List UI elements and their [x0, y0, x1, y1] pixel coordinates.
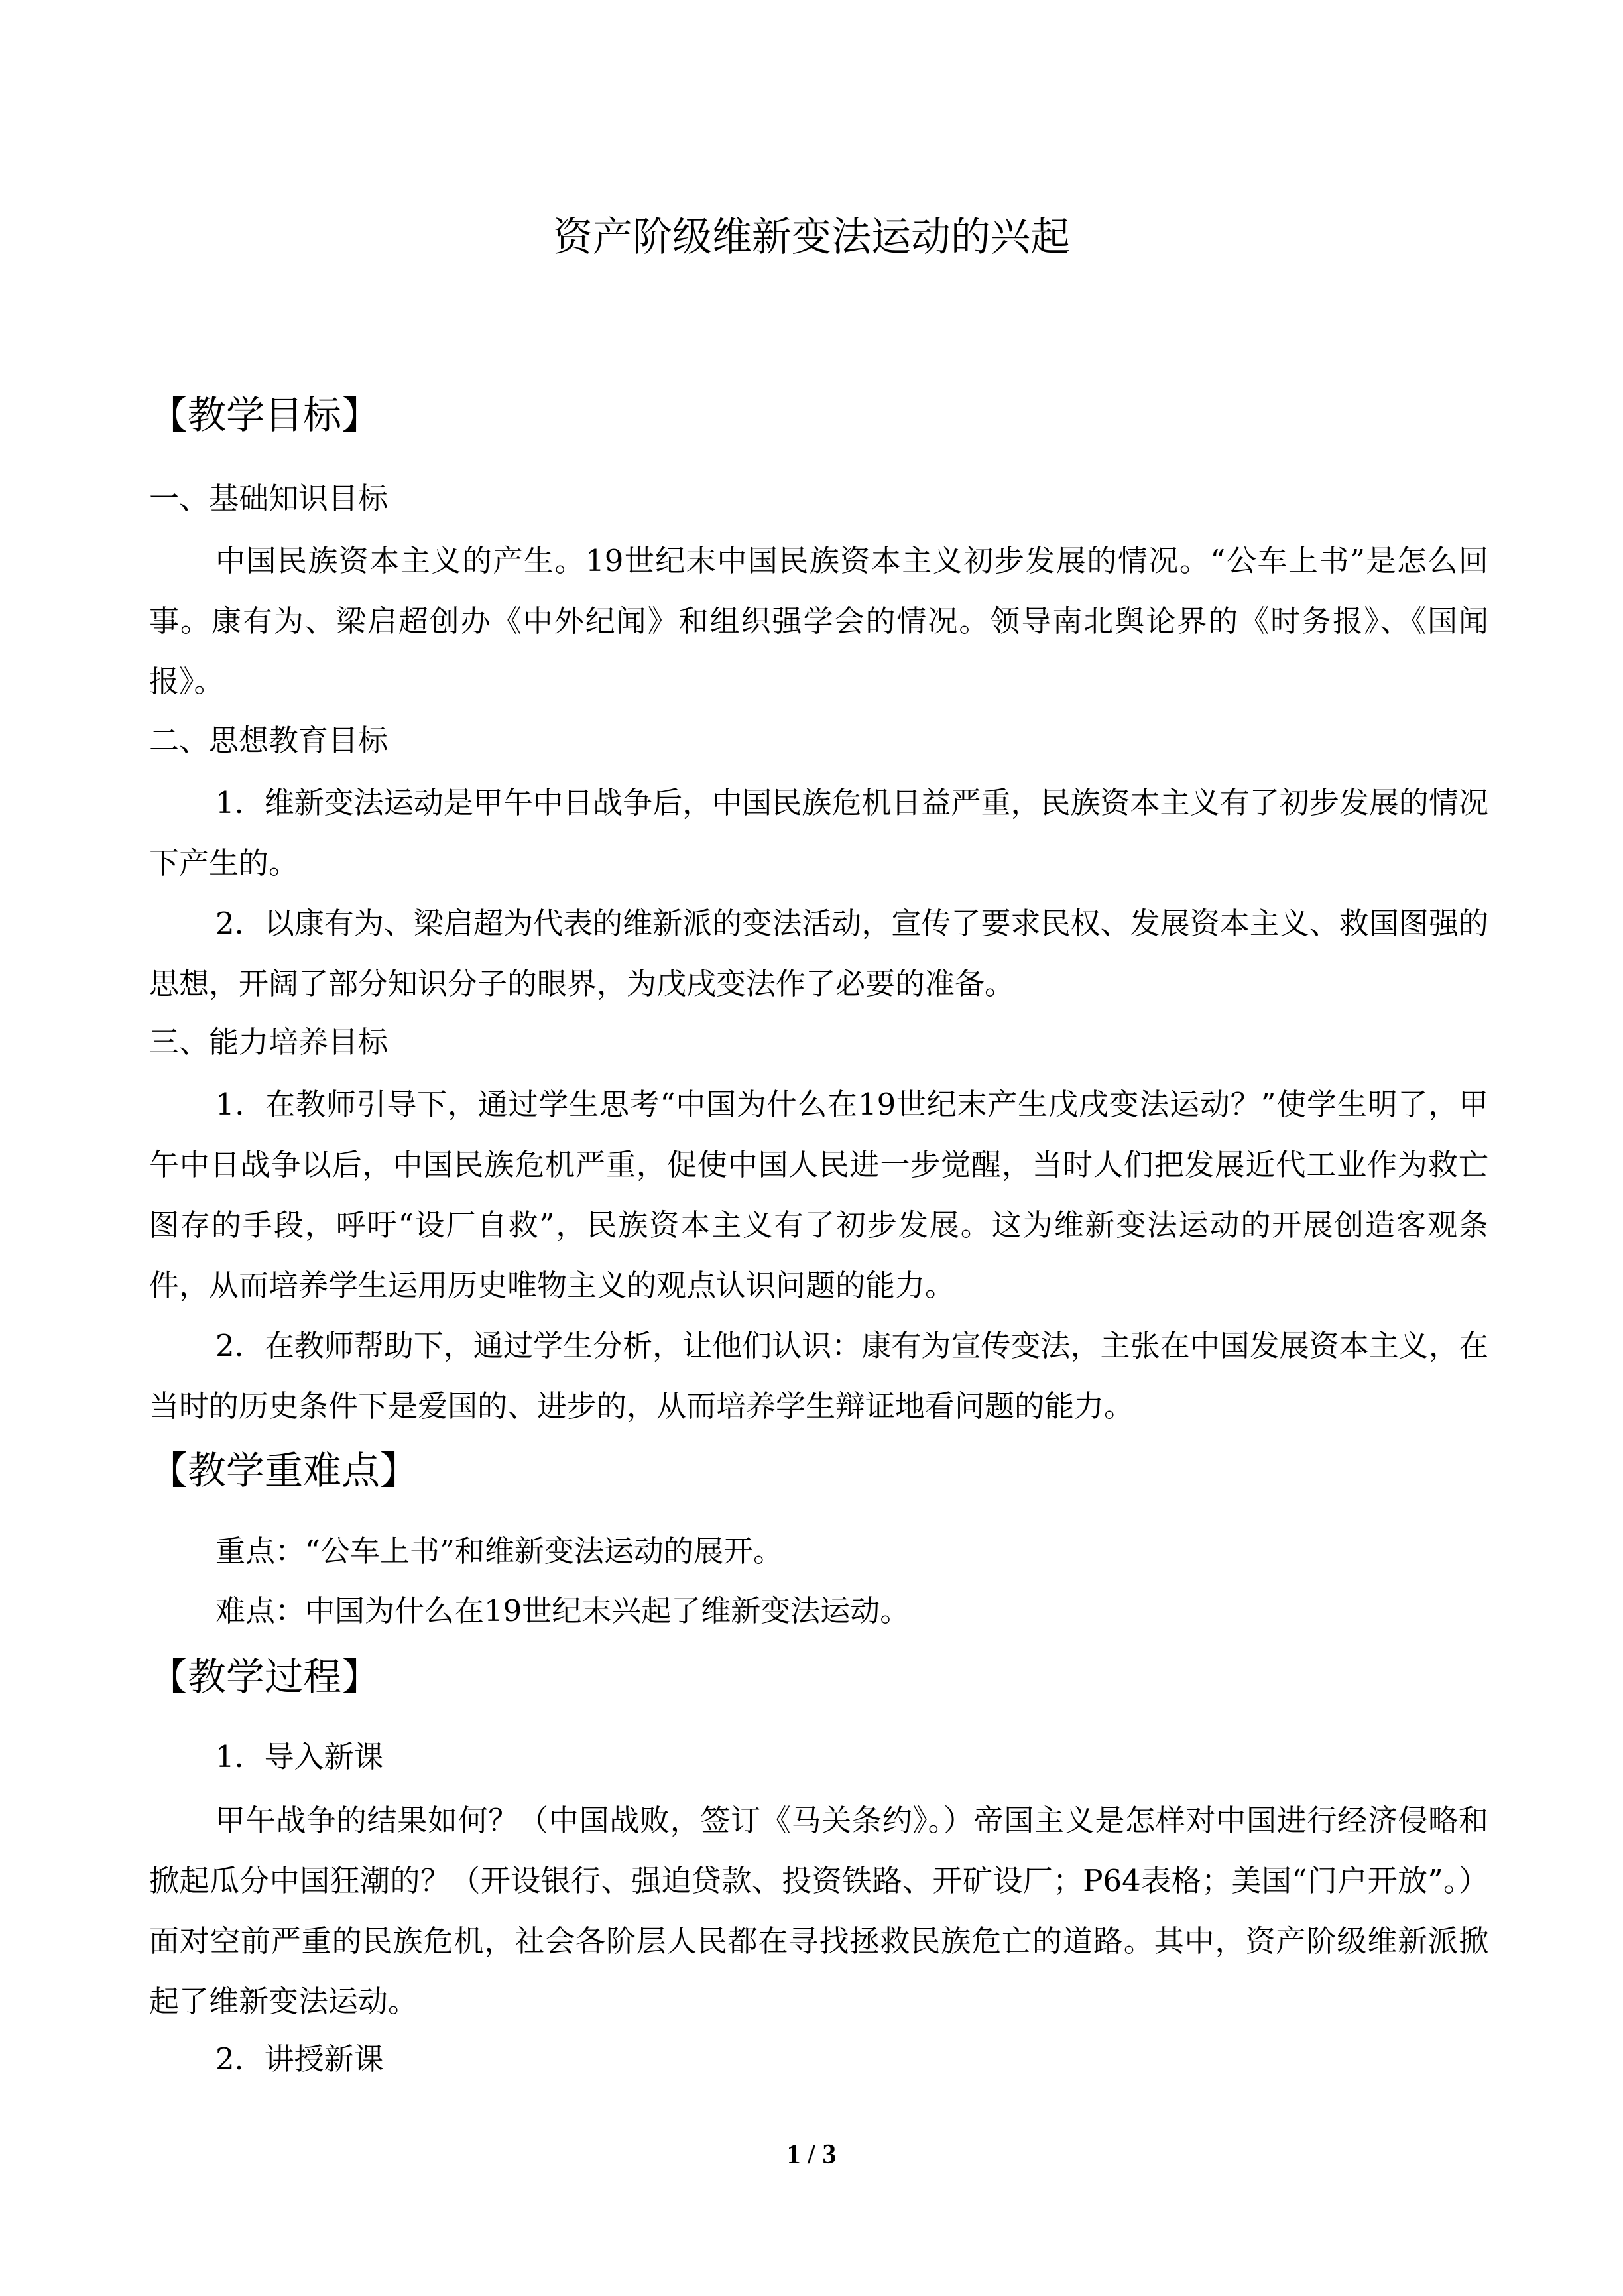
key-points-heading: 【教学重难点】	[149, 1448, 419, 1493]
ability-heading: 三、能力培养目标	[149, 1024, 389, 1059]
page-number: 1 / 3	[786, 2140, 837, 2170]
process-step-1-text: 甲午战争的结果如何？（中国战败，签订《马关条约》。）帝国主义是怎样对中国进行经济侵略和掀起瓜分中国狂潮的？（开设银行、强迫贷款、投资铁路、开矿设厂；P64表格；美国“门户开放”。）面对空前严重的民族危机，社会各阶层人民都在寻找拯救民族危亡的道路。其中，资产阶级维新派掀起了维新变法运动。	[149, 1803, 1488, 2019]
process-step-1-label: 1．导入新课	[215, 1739, 384, 1774]
document-title: 资产阶级维新变法运动的兴起	[553, 214, 1070, 261]
key-point-difficulty: 难点：中国为什么在19世纪末兴起了维新变法运动。	[215, 1593, 910, 1628]
process-step-2-label: 2．讲授新课	[215, 2041, 384, 2077]
ideology-item-2: 2．以康有为、梁启超为代表的维新派的变法活动，宣传了要求民权、发展资本主义、救国图强的思想，开阔了部分知识分子的眼界，为戊戌变法作了必要的准备。	[149, 906, 1488, 1001]
ideology-item-1: 1．维新变法运动是甲午中日战争后，中国民族危机日益严重，民族资本主义有了初步发展的情况下产生的。	[149, 785, 1488, 880]
key-point-focus: 重点：“公车上书”和维新变法运动的展开。	[215, 1534, 784, 1569]
basic-knowledge-paragraph: 中国民族资本主义的产生。19世纪末中国民族资本主义初步发展的情况。“公车上书”是怎么回事。康有为、梁启超创办《中外纪闻》和组织强学会的情况。领导南北舆论界的《时务报》、《国闻报》。	[149, 543, 1488, 699]
process-heading: 【教学过程】	[149, 1654, 381, 1699]
objectives-heading: 【教学目标】	[149, 393, 381, 438]
ability-item-1: 1．在教师引导下，通过学生思考“中国为什么在19世纪末产生戊戌变法运动？”使学生明了，甲午中日战争以后，中国民族危机严重，促使中国人民进一步觉醒，当时人们把发展近代工业作为救亡图存的手段，呼吁“设厂自救”，民族资本主义有了初步发展。这为维新变法运动的开展创造客观条件，从而培养学生运用历史唯物主义的观点认识问题的能力。	[149, 1087, 1488, 1303]
ideology-heading: 二、思想教育目标	[149, 723, 389, 758]
basic-knowledge-heading: 一、基础知识目标	[149, 481, 389, 516]
ability-item-2: 2．在教师帮助下，通过学生分析，让他们认识：康有为宣传变法，主张在中国发展资本主义，在当时的历史条件下是爱国的、进步的，从而培养学生辩证地看问题的能力。	[149, 1328, 1488, 1423]
